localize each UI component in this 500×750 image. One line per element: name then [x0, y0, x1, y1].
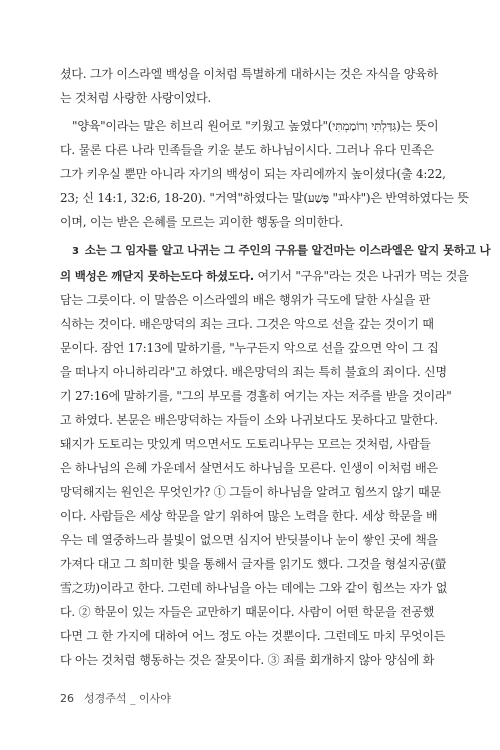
text-line: 는 것처럼 사랑한 사랑이었다. [60, 91, 212, 105]
page-footer [60, 690, 171, 706]
text-line: 을 떠나지 아니하리라"고 하였다. 배은망덕의 죄는 특히 불효의 죄이다. 신명 [60, 365, 447, 379]
text-line: 망덕해지는 원인은 무엇인가? ① 그들이 하나님을 알려고 힘쓰지 않기 때문 [60, 485, 441, 499]
text-line: 이며, 이는 받은 은혜를 모르는 괴이한 행동을 의미한다. [60, 215, 344, 229]
text-line: 다 아는 것처럼 행동하는 것은 잘못이다. ③ 죄를 회개하지 않아 양심에 화 [60, 653, 435, 667]
text-line: 23; 신 14:1, 32:6, 18-20). "거역"하였다는 말(פָּשַׁע "파샤")은 반역하였다는 뜻 [60, 191, 469, 205]
text-line: 다면 그 한 가지에 대하여 어느 정도 아는 것뿐이다. 그런데도 마치 무엇이든 [60, 629, 446, 643]
verse-quote: 소는 그 임자를 알고 나귀는 그 주인의 구유를 알건마는 이스라엘은 알지 못하고 나 [84, 243, 491, 257]
text-line: 식하는 것이다. 배은망덕의 죄는 크다. 그것은 악으로 선을 갚는 것이기 때 [60, 317, 434, 331]
commentary-text: 여기서 "구유"라는 것은 나귀가 먹는 것을 [253, 269, 469, 283]
text-line: 담는 그릇이다. 이 말씀은 이스라엘의 배은 행위가 극도에 달한 사실을 판 [60, 293, 431, 307]
text-line: 우는 데 열중하느라 불빛이 없으면 심지어 반딧불이나 눈이 쌓인 곳에 책을 [60, 533, 438, 547]
running-title: 성경주석 _ 이사야 [84, 692, 171, 705]
verse-line [60, 264, 469, 288]
body-text [60, 62, 491, 672]
text-line: 그가 키우실 뿐만 아니라 자기의 백성이 되는 자리에까지 높이셨다(출 4:22, [60, 167, 446, 181]
text-line: 셨다. 그가 이스라엘 백성을 이처럼 특별하게 대하시는 것은 자식을 양육하 [60, 67, 438, 81]
verse-number: 3 [72, 246, 79, 257]
text-line: 다. ② 학문이 있는 자들은 교만하기 때문이다. 사람이 어떤 학문을 전공했 [60, 605, 435, 619]
page-number: 26 [60, 692, 74, 705]
text-line: 은 하나님의 은혜 가운데서 살면서도 하나님을 모른다. 인생이 이처럼 배은 [60, 461, 438, 475]
text-line: 문이다. 잠언 17:13에 말하기를, "누구든지 악으로 선을 갚으면 악이 그 집 [60, 341, 439, 355]
text-line: 이다. 사람들은 세상 학문을 알기 위하여 많은 노력을 한다. 세상 학문을 배 [60, 509, 438, 523]
text-line: 고 하였다. 본문은 배은망덕하는 자들이 소와 나귀보다도 못하다고 말한다. [60, 413, 438, 427]
verse-quote-cont: 의 백성은 깨닫지 못하는도다 하셨도다. [60, 269, 254, 283]
text-line: 다. 물론 다른 나라 민족들을 키운 분도 하나님이시다. 그러나 유다 민족은 [60, 143, 434, 157]
text-line: "양육"이라는 말은 히브리 원어로 "키웠고 높였다"(גִּדַּלְתִּי וְרוֹמַמְתִּי)는 뜻이 [72, 119, 439, 133]
text-line: 기 27:16에 말하기를, "그의 부모를 경홀히 여기는 자는 저주를 받을 것이라" [60, 389, 452, 403]
text-line: 돼지가 도토리는 맛있게 먹으면서도 도토리나무는 모르는 것처럼, 사람들 [60, 437, 431, 451]
text-line: 가져다 대고 그 희미한 빛을 통해서 글자를 읽기도 했다. 그것을 형설지공(螢 [60, 557, 447, 571]
text-line: 雪之功)이라고 한다. 그런데 하나님을 아는 데에는 그와 같이 힘쓰는 자가 없 [60, 581, 448, 595]
verse-line [60, 238, 491, 264]
